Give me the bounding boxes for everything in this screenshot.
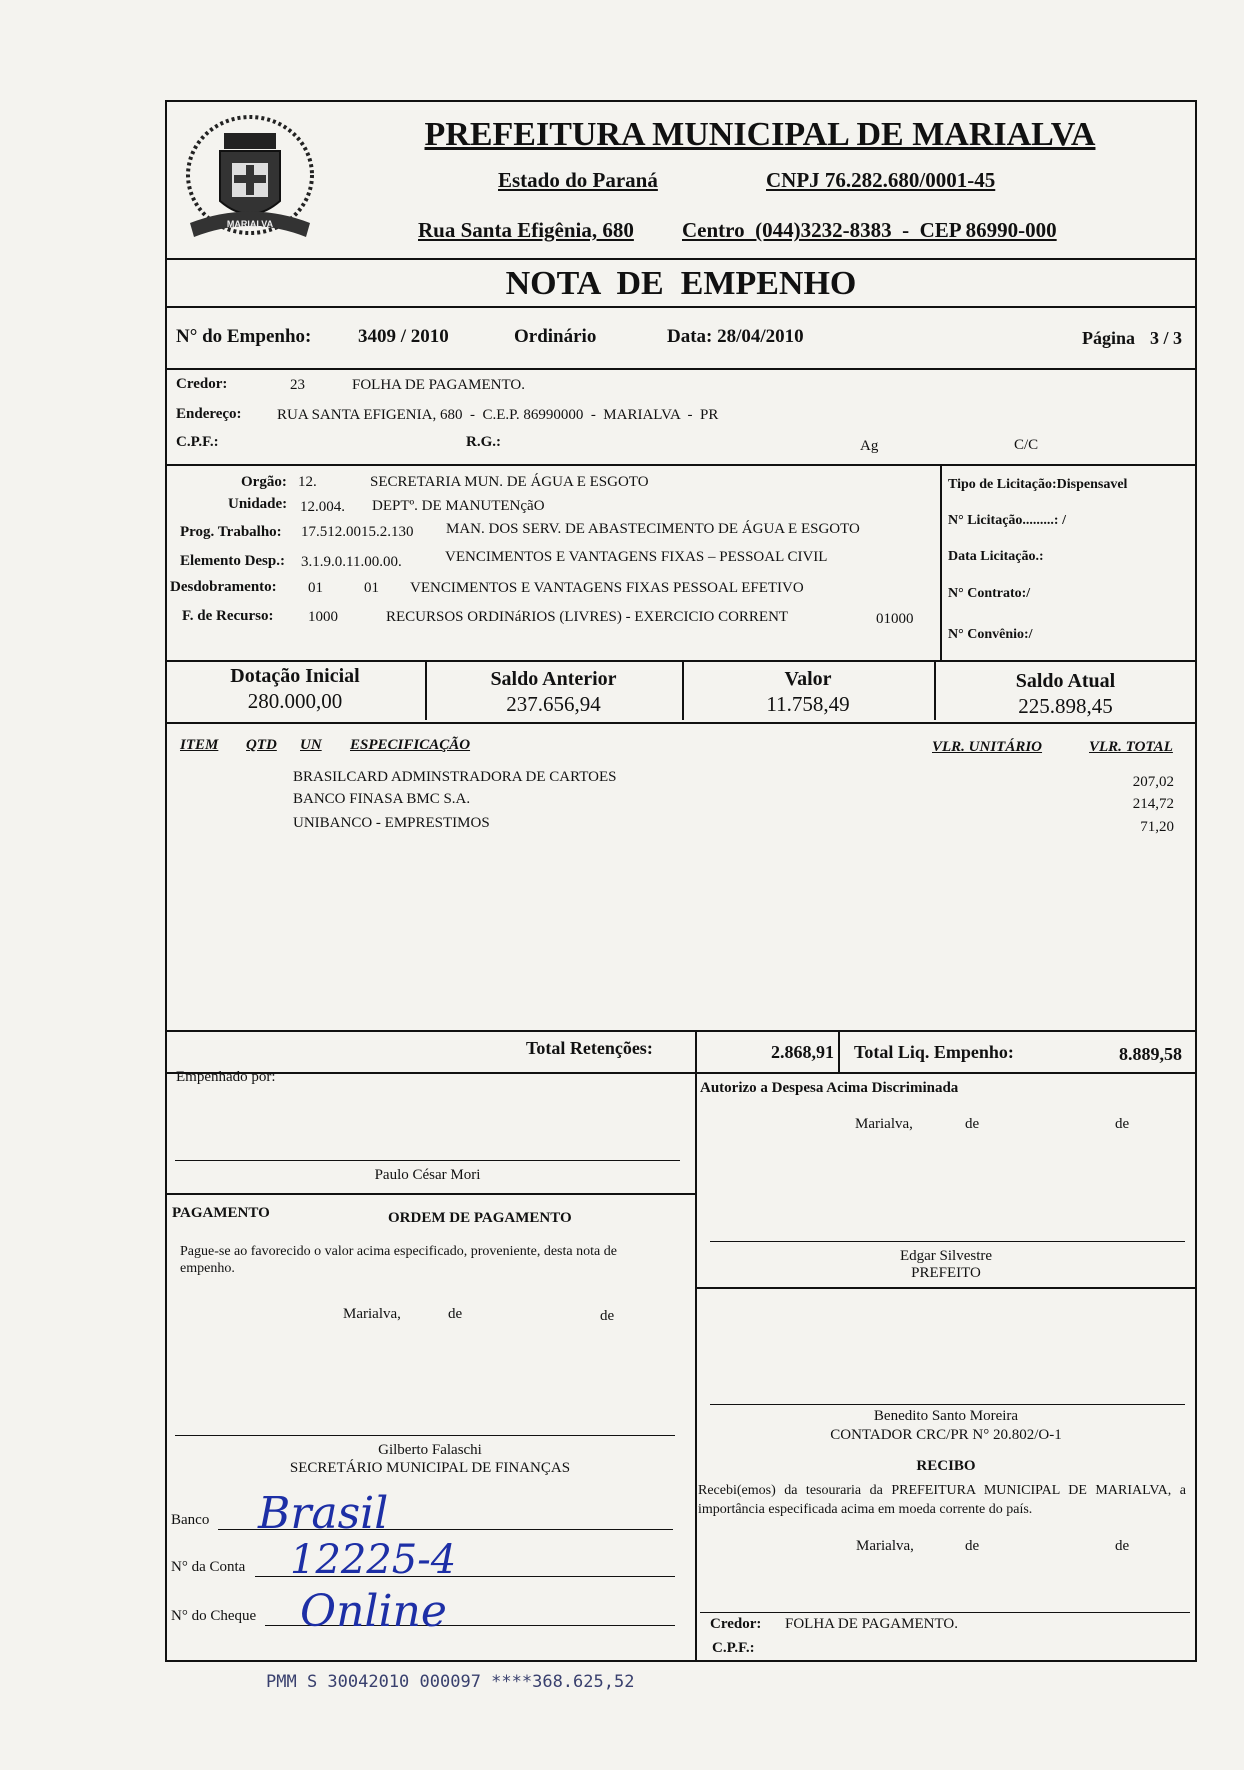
numero-contrato: N° Contrato:/: [948, 586, 1031, 601]
recibo-credor-value: FOLHA DE PAGAMENTO.: [785, 1616, 958, 1632]
unidade-desc: DEPTº. DE MANUTENçãO: [372, 498, 545, 514]
item-description: BANCO FINASA BMC S.A.: [293, 791, 471, 807]
divider: [165, 722, 1197, 724]
item-description: UNIBANCO - EMPRESTIMOS: [293, 815, 490, 831]
header-address: Rua Santa Efigênia, 680: [418, 218, 634, 242]
unidade-label: Unidade:: [228, 496, 288, 512]
retencoes-value: 2.868,91: [771, 1042, 834, 1062]
recurso-extra: 01000: [876, 611, 914, 627]
signature-line: [175, 1160, 680, 1161]
prefeito-name: Edgar Silvestre: [899, 1248, 993, 1264]
desdobramento-label: Desdobramento:: [170, 579, 277, 595]
recibo-label: RECIBO: [916, 1458, 976, 1474]
totals-divider: [838, 1030, 840, 1072]
numero-licitacao: N° Licitação.........: /: [948, 513, 1066, 528]
crest-banner-text: MARIALVA: [226, 219, 274, 229]
page-label: Página: [1082, 328, 1136, 348]
recurso-desc: RECURSOS ORDINáRIOS (LIVRES) - EXERCICIO CORRENT: [386, 609, 789, 625]
desdobramento-code-2: 01: [364, 580, 379, 596]
empenhado-name: Paulo César Mori: [374, 1167, 481, 1183]
header-contact: Centro (044)3232-8383 - CEP 86990-000: [682, 218, 1057, 242]
elemento-desc: VENCIMENTOS E VANTAGENS FIXAS – PESSOAL CIVIL: [445, 549, 828, 565]
secretario-name: Gilberto Falaschi: [378, 1442, 482, 1458]
credor-label: Credor:: [176, 376, 228, 392]
municipal-crest-icon: [180, 105, 320, 255]
saldo-atual-label: Saldo Atual: [1015, 670, 1116, 692]
unidade-code: 12.004.: [300, 499, 345, 515]
recibo-place: Marialva,: [856, 1538, 914, 1554]
recibo-text: Recebi(emos) da tesouraria da PREFEITURA MUNICIPAL DE MARIALVA, a importância especificada acima em moeda corrente do país.: [698, 1483, 1186, 1517]
licitacao-divider: [940, 464, 942, 660]
empenho-date: Data: 28/04/2010: [667, 326, 804, 347]
items-header-unit: VLR. UNITÁRIO: [932, 739, 1043, 755]
recibo-credor-label: Credor:: [710, 1616, 762, 1632]
recibo-de-2: de: [1115, 1538, 1130, 1554]
desdobramento-desc: VENCIMENTOS E VANTAGENS FIXAS PESSOAL EFETIVO: [410, 580, 804, 596]
cpf-label: C.P.F.:: [176, 434, 219, 450]
conta-handwritten: 12225-4: [290, 1537, 457, 1583]
prog-code: 17.512.0015.2.130: [301, 524, 414, 540]
cc-label: C/C: [1014, 437, 1039, 453]
items-header-un: UN: [300, 737, 322, 753]
elemento-code: 3.1.9.0.11.00.00.: [301, 554, 402, 570]
items-header-item: ITEM: [180, 737, 219, 753]
prog-label: Prog. Trabalho:: [180, 524, 282, 540]
dotacao-label: Dotação Inicial: [230, 665, 360, 687]
header-title: PREFEITURA MUNICIPAL DE MARIALVA: [424, 116, 1096, 153]
header-cnpj: CNPJ 76.282.680/0001-45: [766, 168, 996, 192]
empenho-number: 3409 / 2010: [358, 326, 449, 347]
endereco-value: RUA SANTA EFIGENIA, 680 - C.E.P. 86990000 - MARIALVA - PR: [277, 407, 719, 423]
signature-line: [700, 1612, 1190, 1613]
cheque-handwritten: Online: [300, 1586, 447, 1637]
pagamento-label: PAGAMENTO: [172, 1205, 270, 1221]
document-title: NOTA DE EMPENHO: [505, 265, 857, 302]
orgao-code: 12.: [298, 474, 317, 490]
contador-title: CONTADOR CRC/PR N° 20.802/O-1: [830, 1427, 1062, 1443]
credor-name: FOLHA DE PAGAMENTO.: [352, 377, 525, 393]
empenhado-label: Empenhado por:: [176, 1069, 276, 1085]
saldo-anterior-label: Saldo Anterior: [490, 668, 617, 690]
empenho-type: Ordinário: [514, 326, 597, 347]
saldo-anterior-value: 237.656,94: [506, 692, 601, 716]
item-total: 214,72: [1132, 796, 1174, 812]
empenho-number-label: N° do Empenho:: [176, 326, 312, 347]
divider: [165, 464, 1197, 466]
autorizo-de-2: de: [1115, 1116, 1130, 1132]
items-header-espec: ESPECIFICAÇÃO: [350, 737, 471, 753]
ordem-pagamento-label: ORDEM DE PAGAMENTO: [388, 1210, 572, 1226]
footer-stamp: PMM S 30042010 000097 ****368.625,52: [266, 1672, 635, 1692]
valor-label: Valor: [784, 668, 832, 690]
items-header-total: VLR. TOTAL: [1089, 739, 1173, 755]
rg-label: R.G.:: [466, 434, 501, 450]
total-liquido-value: 8.889,58: [1119, 1044, 1182, 1064]
autorizo-label: Autorizo a Despesa Acima Discriminada: [700, 1080, 959, 1096]
totals-divider: [695, 1030, 697, 1662]
header-state: Estado do Paraná: [498, 168, 658, 192]
item-description: BRASILCARD ADMINSTRADORA DE CARTOES: [293, 769, 617, 785]
header-divider: [165, 258, 1197, 260]
dotacao-value: 280.000,00: [247, 689, 343, 713]
recibo-cpf-label: C.P.F.:: [712, 1640, 755, 1656]
orgao-label: Orgão:: [241, 474, 287, 490]
pagamento-text: Pague-se ao favorecido o valor acima especificado, proveniente, desta nota de empenho.: [180, 1244, 617, 1276]
secretario-title: SECRETÁRIO MUNICIPAL DE FINANÇAS: [289, 1460, 571, 1476]
cheque-label: N° do Cheque: [171, 1608, 257, 1624]
orgao-desc: SECRETARIA MUN. DE ÁGUA E ESGOTO: [370, 474, 649, 490]
items-header-qtd: QTD: [246, 737, 277, 753]
divider: [695, 1287, 1197, 1289]
signature-line: [710, 1241, 1185, 1242]
credor-code: 23: [290, 377, 305, 393]
ag-label: Ag: [860, 438, 879, 454]
prefeito-title: PREFEITO: [911, 1265, 981, 1281]
item-total: 207,02: [1132, 774, 1174, 790]
autorizo-place: Marialva,: [855, 1116, 913, 1132]
tipo-licitacao: Tipo de Licitação:Dispensavel: [948, 477, 1128, 492]
contador-name: Benedito Santo Moreira: [873, 1408, 1019, 1424]
data-licitacao: Data Licitação.:: [948, 549, 1044, 564]
divider: [165, 1030, 1197, 1032]
recibo-de-1: de: [965, 1538, 980, 1554]
desdobramento-code-1: 01: [308, 580, 323, 596]
saldo-atual-value: 225.898,45: [1018, 694, 1113, 718]
elemento-label: Elemento Desp.:: [180, 553, 285, 569]
numero-convenio: N° Convênio:/: [948, 627, 1033, 642]
divider: [165, 1072, 1197, 1074]
pagamento-place: Marialva,: [343, 1306, 401, 1322]
prog-desc: MAN. DOS SERV. DE ABASTECIMENTO DE ÁGUA E ESGOTO: [446, 521, 860, 537]
valor-value: 11.758,49: [766, 692, 850, 716]
divider: [165, 368, 1197, 370]
recurso-label: F. de Recurso:: [182, 608, 274, 624]
pagamento-de-2: de: [600, 1308, 615, 1324]
total-liquido-label: Total Liq. Empenho:: [854, 1042, 1014, 1062]
banco-handwritten: Brasil: [258, 1488, 389, 1539]
retencoes-label: Total Retenções:: [526, 1038, 653, 1058]
recurso-code: 1000: [308, 609, 338, 625]
banco-label: Banco: [171, 1512, 210, 1528]
item-total: 71,20: [1140, 819, 1174, 835]
divider: [165, 660, 1197, 662]
signature-line: [710, 1404, 1185, 1405]
pagamento-de-1: de: [448, 1306, 463, 1322]
autorizo-de-1: de: [965, 1116, 980, 1132]
signature-line: [175, 1435, 675, 1436]
divider: [165, 1193, 695, 1195]
conta-label: N° da Conta: [171, 1559, 246, 1575]
endereco-label: Endereço:: [176, 406, 242, 422]
page-number: 3 / 3: [1150, 328, 1183, 348]
